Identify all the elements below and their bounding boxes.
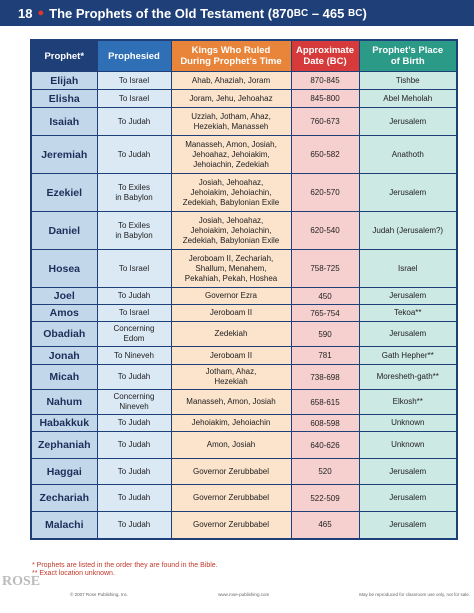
kings-cell-line: Josiah, Jehoahaz,	[198, 177, 264, 187]
prophesied-cell	[97, 390, 171, 415]
kings-cell	[171, 174, 291, 212]
table-row	[31, 288, 457, 305]
birthplace-cell	[359, 390, 457, 415]
date-cell: 450	[291, 288, 359, 305]
prophesied-cell-line: Edom	[123, 334, 145, 343]
kings-cell	[171, 322, 291, 347]
kings-cell	[171, 347, 291, 365]
prophet-name-cell: Malachi	[31, 512, 97, 539]
table-row	[31, 485, 457, 512]
kings-cell	[171, 108, 291, 136]
prophesied-cell	[97, 365, 171, 390]
page-title: The Prophets of the Old Testament (870	[49, 5, 294, 21]
table-row	[31, 136, 457, 174]
kings-cell	[171, 432, 291, 459]
prophesied-cell	[97, 322, 171, 347]
date-cell: 845-800	[291, 90, 359, 108]
kings-cell-line: Ahab, Ahaziah, Joram	[191, 75, 271, 85]
prophesied-cell	[97, 136, 171, 174]
prophet-name-cell: Elijah	[31, 72, 97, 90]
table-row	[31, 322, 457, 347]
col-header-birth	[359, 40, 457, 72]
prophet-name-cell: Jeremiah	[31, 136, 97, 174]
kings-cell-line: Josiah, Jehoahaz,	[198, 215, 264, 225]
table-row	[31, 108, 457, 136]
table-row	[31, 174, 457, 212]
birthplace-cell-line: Jerusalem	[389, 493, 427, 502]
birthplace-cell	[359, 322, 457, 347]
prophet-name-cell: Zechariah	[31, 485, 97, 512]
prophesied-cell-line: in Babylon	[115, 192, 153, 202]
date-cell: 520	[291, 459, 359, 485]
kings-cell-line: Joram, Jehu, Jehoahaz	[189, 93, 273, 103]
table-row	[31, 459, 457, 485]
kings-cell	[171, 212, 291, 250]
date-cell: 620-540	[291, 212, 359, 250]
date-cell: 738-698	[291, 365, 359, 390]
kings-cell-line: Jehoiakim, Jehoiachin,	[190, 187, 272, 197]
prophesied-cell	[97, 212, 171, 250]
kings-cell-line: Jeroboam II	[209, 308, 253, 317]
birthplace-cell-line: Unknown	[391, 440, 425, 449]
kings-cell	[171, 72, 291, 90]
table-row	[31, 365, 457, 390]
table-row	[31, 305, 457, 322]
kings-cell-line: Governor Zerubbabel	[192, 519, 270, 529]
kings-cell	[171, 136, 291, 174]
date-cell: 465	[291, 512, 359, 539]
birthplace-cell	[359, 485, 457, 512]
copyright-text: © 2007 Rose Publishing, Inc.	[70, 592, 129, 597]
birthplace-cell-line: Israel	[397, 263, 418, 273]
kings-cell-line: Hezekiah, Manasseh	[193, 121, 269, 131]
prophesied-cell-line: To Judah	[117, 519, 151, 529]
prophesied-cell-line: To Judah	[117, 116, 151, 126]
kings-cell	[171, 250, 291, 288]
prophesied-cell-line: To Nineveh	[113, 350, 155, 360]
prophet-name-cell: Micah	[31, 365, 97, 390]
prophesied-cell	[97, 90, 171, 108]
prophesied-cell-line: To Exiles	[117, 182, 150, 192]
birthplace-cell-line: Moresheth-gath**	[376, 372, 439, 381]
kings-cell-line: Governor Ezra	[204, 291, 258, 300]
prophesied-cell	[97, 250, 171, 288]
col-header-prophet: Prophet*	[31, 40, 97, 72]
kings-cell	[171, 288, 291, 305]
title-close: )	[362, 5, 367, 21]
kings-cell	[171, 512, 291, 539]
prophesied-cell-line: To Judah	[117, 291, 151, 300]
publisher-logo	[2, 576, 42, 610]
birthplace-cell	[359, 288, 457, 305]
date-cell: 640-626	[291, 432, 359, 459]
birthplace-cell	[359, 108, 457, 136]
prophesied-cell-line: To Israel	[118, 75, 150, 85]
prophet-name-cell: Jonah	[31, 347, 97, 365]
prophesied-cell-line: To Judah	[117, 493, 151, 502]
birthplace-cell-line: Gath Hepher**	[381, 350, 434, 360]
kings-cell	[171, 305, 291, 322]
header-row	[31, 40, 457, 72]
kings-cell	[171, 365, 291, 390]
table-row	[31, 72, 457, 90]
col-header-prophesied: Prophesied	[97, 40, 171, 72]
col-header-date-line2: Date (BC)	[303, 56, 347, 67]
prophet-name-cell: Nahum	[31, 390, 97, 415]
bc-label: BC	[293, 7, 309, 19]
prophet-name-cell: Hosea	[31, 250, 97, 288]
kings-cell-line: Zedekiah, Babylonian Exile	[182, 197, 280, 207]
birthplace-cell-line: Unknown	[391, 418, 425, 427]
website-text: www.rose-publishing.com	[218, 592, 270, 597]
prophesied-cell	[97, 305, 171, 322]
kings-cell-line: Jehoiakim, Jehoiachin	[191, 418, 271, 427]
date-cell: 590	[291, 322, 359, 347]
birthplace-cell-line: Judah (Jerusalem?)	[372, 225, 444, 235]
col-header-kings-line2: During Prophet’s Time	[180, 56, 282, 67]
birthplace-cell	[359, 512, 457, 539]
birthplace-cell-line: Jerusalem	[389, 187, 427, 197]
table-body	[31, 72, 457, 539]
prophesied-cell	[97, 347, 171, 365]
birthplace-cell	[359, 459, 457, 485]
page-number: 18	[18, 5, 33, 21]
prophesied-cell-line: To Exiles	[117, 220, 150, 230]
date-cell: 658-615	[291, 390, 359, 415]
prophesied-cell-line: To Israel	[118, 93, 150, 103]
prophesied-cell	[97, 174, 171, 212]
footnote-1: * Prophets are listed in the order they are found in the Bible.	[32, 562, 218, 569]
title-dash: – 465	[308, 5, 348, 21]
kings-cell-line: Jeroboam II, Zechariah,	[188, 253, 274, 263]
prophesied-cell	[97, 485, 171, 512]
table-row	[31, 415, 457, 432]
prophet-name-cell: Isaiah	[31, 108, 97, 136]
prophesied-cell	[97, 459, 171, 485]
col-header-kings	[171, 40, 291, 72]
date-cell: 760-673	[291, 108, 359, 136]
table-row	[31, 90, 457, 108]
table-row	[31, 432, 457, 459]
kings-cell	[171, 90, 291, 108]
kings-cell-line: Jehoahaz, Jehoiakim,	[192, 149, 270, 159]
birthplace-cell	[359, 347, 457, 365]
prophesied-cell	[97, 108, 171, 136]
date-cell: 758-725	[291, 250, 359, 288]
logo-text: ROSE	[2, 574, 41, 589]
footer	[70, 592, 470, 597]
kings-cell-line: Zedekiah	[214, 329, 248, 338]
birthplace-cell	[359, 305, 457, 322]
prophet-name-cell: Elisha	[31, 90, 97, 108]
kings-cell	[171, 485, 291, 512]
date-cell: 870-845	[291, 72, 359, 90]
prophesied-cell-line: To Israel	[118, 308, 150, 317]
birthplace-cell-line: Jerusalem	[389, 519, 427, 529]
date-cell: 650-582	[291, 136, 359, 174]
kings-cell-line: Zedekiah, Babylonian Exile	[182, 235, 280, 245]
birthplace-cell-line: Jerusalem	[389, 291, 427, 300]
prophesied-cell-line: To Israel	[118, 263, 150, 273]
table-row	[31, 250, 457, 288]
prophesied-cell	[97, 415, 171, 432]
kings-cell	[171, 459, 291, 485]
prophesied-cell-line: To Judah	[117, 149, 151, 159]
birthplace-cell	[359, 365, 457, 390]
table-row	[31, 512, 457, 539]
col-header-birth-line2: of Birth	[390, 56, 425, 67]
table-row	[31, 390, 457, 415]
kings-cell-line: Manasseh, Amon, Josiah	[186, 397, 276, 406]
prophet-name-cell: Amos	[31, 305, 97, 322]
kings-cell	[171, 390, 291, 415]
prophets-table	[30, 39, 458, 540]
kings-cell-line: Hezekiah	[214, 377, 248, 386]
kings-cell-line: Governor Zerubbabel	[192, 493, 270, 502]
prophesied-cell	[97, 72, 171, 90]
kings-cell-line: Manasseh, Amon, Josiah,	[185, 139, 277, 149]
prophesied-cell	[97, 432, 171, 459]
birthplace-cell-line: Elkosh**	[392, 397, 423, 406]
birthplace-cell	[359, 432, 457, 459]
footnote-2: ** Exact location unknown.	[32, 570, 115, 577]
prophesied-cell-line: Concerning	[113, 324, 155, 333]
date-cell: 522-509	[291, 485, 359, 512]
prophet-name-cell: Habakkuk	[31, 415, 97, 432]
kings-cell-line: Jehoiakim, Jehoiachin,	[190, 225, 272, 235]
birthplace-cell-line: Anathoth	[391, 149, 424, 159]
prophet-name-cell: Joel	[31, 288, 97, 305]
date-cell: 608-598	[291, 415, 359, 432]
birthplace-cell-line: Abel Meholah	[383, 93, 433, 103]
prophesied-cell	[97, 512, 171, 539]
date-cell: 765-754	[291, 305, 359, 322]
birthplace-cell	[359, 90, 457, 108]
prophet-name-cell: Ezekiel	[31, 174, 97, 212]
prophesied-cell-line: in Babylon	[115, 230, 153, 240]
birthplace-cell	[359, 212, 457, 250]
footnotes	[32, 562, 218, 578]
kings-cell-line: Jotham, Ahaz,	[205, 367, 257, 376]
table-row	[31, 347, 457, 365]
prophesied-cell-line: To Judah	[117, 466, 151, 476]
table-row	[31, 212, 457, 250]
prophet-name-cell: Obadiah	[31, 322, 97, 347]
kings-cell-line: Pekahiah, Pekah, Hoshea	[184, 273, 278, 283]
prophet-name-cell: Zephaniah	[31, 432, 97, 459]
prophesied-cell-line: To Judah	[117, 440, 151, 449]
kings-cell-line: Jeroboam II	[209, 350, 253, 360]
birthplace-cell	[359, 250, 457, 288]
prophesied-cell-line: To Judah	[117, 418, 151, 427]
kings-cell	[171, 415, 291, 432]
birthplace-cell-line: Tishbe	[395, 75, 420, 85]
birthplace-cell	[359, 415, 457, 432]
permission-text: May be reproduced for classroom use only, not for sale.	[359, 592, 470, 597]
col-header-birth-line1: Prophet’s Place	[372, 45, 444, 56]
birthplace-cell-line: Jerusalem	[389, 329, 427, 338]
prophesied-cell-line: To Judah	[117, 372, 151, 381]
kings-cell-line: Shallum, Menahem,	[195, 263, 267, 273]
bc-label-2: BC	[347, 7, 363, 19]
kings-cell-line: Amon, Josiah	[206, 440, 256, 449]
kings-cell-line: Governor Zerubbabel	[192, 466, 270, 476]
prophesied-cell-line: Concerning	[113, 392, 155, 401]
birthplace-cell	[359, 136, 457, 174]
kings-cell-line: Uzziah, Jotham, Ahaz,	[191, 111, 271, 121]
date-cell: 620-570	[291, 174, 359, 212]
prophesied-cell-line: Nineveh	[119, 402, 149, 411]
col-header-kings-line1: Kings Who Ruled	[191, 45, 271, 56]
birthplace-cell	[359, 174, 457, 212]
date-cell: 781	[291, 347, 359, 365]
col-header-date	[291, 40, 359, 72]
birthplace-cell-line: Jerusalem	[389, 116, 427, 126]
page-header	[0, 0, 474, 26]
birthplace-cell-line: Jerusalem	[389, 466, 427, 476]
prophet-name-cell: Daniel	[31, 212, 97, 250]
prophesied-cell	[97, 288, 171, 305]
col-header-date-line1: Approximate	[295, 45, 355, 56]
bullet-icon: ●	[37, 7, 45, 19]
birthplace-cell	[359, 72, 457, 90]
prophet-name-cell: Haggai	[31, 459, 97, 485]
kings-cell-line: Jehoiachin, Zedekiah	[193, 159, 269, 169]
birthplace-cell-line: Tekoa**	[393, 308, 422, 317]
